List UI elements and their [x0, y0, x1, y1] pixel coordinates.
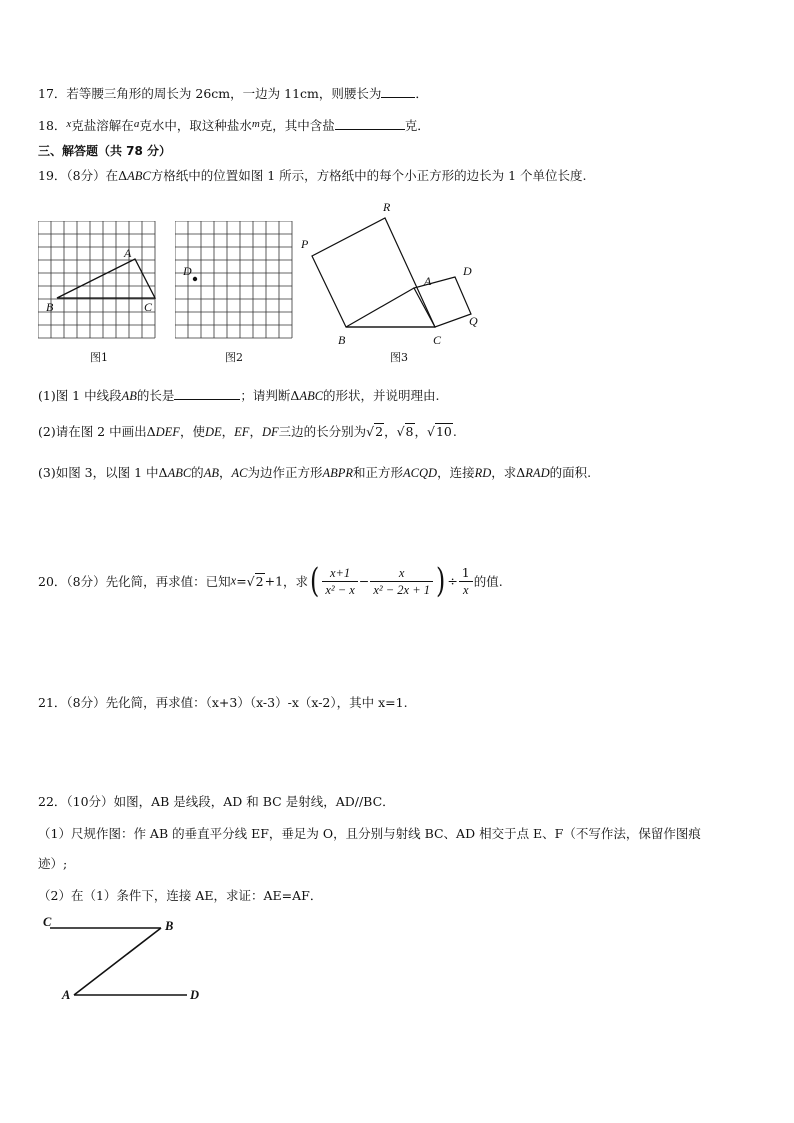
- q17-number: 17．: [38, 86, 67, 101]
- q17-answer-blank[interactable]: [381, 85, 415, 98]
- figure-2-grid: [175, 221, 293, 339]
- q19p1-text-b: 的长是: [136, 388, 175, 403]
- question-20: [38, 561, 503, 601]
- q18-var-m: m: [251, 118, 260, 130]
- fig3-label-b: B: [338, 333, 346, 347]
- q18-var-a: a: [133, 118, 140, 130]
- q22-part-1: （1）尺规作图：作 AB 的垂直平分线 EF，垂足为 O，且分别与射线 BC、AD 相交于点 E、F（不写作法，保留作图痕: [38, 826, 701, 841]
- fig3-label-a: A: [424, 274, 432, 288]
- q19p3-text-h: 的面积.: [549, 465, 592, 480]
- segment-ab: [346, 288, 414, 327]
- q19p1-text-d: 的形状，并说明理由.: [323, 388, 440, 403]
- q19p1-answer-blank[interactable]: [174, 387, 240, 400]
- q21-text: 先化简，再求值：（x+3）（x-3）-x（x-2），其中 x=1.: [105, 695, 408, 710]
- q19p3-rad: RAD: [525, 466, 550, 480]
- q22-label-b: B: [165, 919, 174, 933]
- q17-text: 若等腰三角形的周长为 26cm，一边为 11cm，则腰长为: [66, 86, 382, 101]
- q19-part-3: [38, 463, 591, 481]
- q19-number: 19．: [38, 168, 67, 183]
- q19p2-ef: EF: [234, 425, 250, 439]
- q22-text: 如图，AB 是线段，AD 和 BC 是射线，AD//BC．: [113, 794, 395, 809]
- q20-divide: ÷: [447, 573, 458, 589]
- question-19: [38, 166, 587, 184]
- q19p1-abc: ABC: [299, 389, 324, 403]
- q20-fraction-2: $\frac{x}{\text{x² − 2x + 1}}$: [370, 565, 433, 598]
- q18-text-1: 克盐溶解在: [71, 118, 134, 133]
- q19p3-ab: AB: [203, 466, 219, 480]
- q19p2-de: DE: [204, 425, 222, 439]
- fig3-label-r: R: [383, 200, 391, 214]
- q19p1-ab: AB: [121, 389, 137, 403]
- q19p2-text-f: ，: [384, 424, 397, 439]
- q22-number: 22．: [38, 794, 67, 809]
- fig2-label-d: D: [183, 264, 192, 278]
- triangle-abc: [57, 259, 155, 298]
- q20-sqrt: √2: [246, 573, 264, 589]
- q19p2-text-h: .: [452, 424, 457, 439]
- q19p1-text-a: (1)图 1 中线段: [38, 388, 122, 403]
- q22-part-2: （2）在（1）条件下，连接 AE，求证：AE=AF．: [38, 888, 323, 903]
- fig3-caption: 图3: [390, 351, 408, 364]
- question-21: [38, 693, 408, 711]
- q20-plus-one: +1: [264, 573, 284, 589]
- q20-fraction-3: $\frac{1}{x}$: [459, 565, 473, 598]
- q22-score: （10分）: [66, 794, 114, 809]
- q21-score: （8分）: [66, 695, 106, 710]
- figure-1-grid: [38, 221, 156, 339]
- q19p3-acqd: ACQD: [403, 466, 438, 480]
- q19p2-df: DF: [261, 425, 279, 439]
- square-acqd: [414, 277, 471, 327]
- fig3-label-c: C: [433, 333, 442, 347]
- question-17: [38, 84, 428, 102]
- fig3-label-d: D: [463, 264, 472, 278]
- q20-text-3: 的值.: [473, 574, 503, 589]
- point-d: [193, 277, 197, 281]
- q19p3-text-a: (3)如图 3，以图 1 中Δ: [38, 465, 168, 480]
- q19p3-ac: AC: [231, 466, 248, 480]
- q19p2-text-c: ，: [221, 424, 235, 439]
- q19-score: （8分）: [66, 168, 106, 183]
- q19-part-1: [38, 386, 440, 404]
- q19p2-def: DEF: [155, 425, 180, 439]
- q19p3-abc: ABC: [167, 466, 192, 480]
- q19p3-abpr: ABPR: [322, 466, 354, 480]
- fig1-caption: 图1: [90, 351, 108, 364]
- q19p2-sqrt-2: √8: [396, 424, 414, 439]
- q22-label-c: C: [43, 915, 52, 929]
- fig1-label-a: A: [124, 246, 132, 260]
- q19p2-sqrt-3: √10: [427, 424, 452, 439]
- q20-fraction-1: $\frac{x+1}{\text{x² − x}}$: [322, 565, 358, 598]
- q19p2-text-d: ，: [249, 424, 262, 439]
- q19p2-text-g: ，: [414, 424, 428, 439]
- section-heading: 三、解答题（共 78 分）: [38, 144, 172, 158]
- q20-left-paren: (: [310, 561, 320, 601]
- q19p3-text-e: 和正方形: [353, 465, 404, 480]
- fig3-label-q: Q: [469, 314, 478, 328]
- q20-minus: −: [358, 573, 370, 589]
- fig3-label-p: P: [301, 237, 309, 251]
- q18-text-4: 克．: [404, 118, 430, 133]
- fig1-label-c: C: [144, 300, 153, 314]
- segment-ab: [74, 928, 161, 995]
- question-22: [38, 792, 395, 810]
- q19p2-text-b: ，使: [179, 424, 205, 439]
- q19-abc: ABC: [127, 169, 151, 183]
- question-18: [38, 116, 430, 134]
- q18-number: 18．: [38, 118, 67, 133]
- q17-end: ．: [415, 86, 428, 101]
- q22-part-1-cont: 迹）;: [38, 856, 68, 871]
- q19p2-text-a: (2)请在图 2 中画出Δ: [38, 424, 156, 439]
- q18-text-2: 克水中，取这种盐水: [139, 118, 252, 133]
- q20-text-1: 先化简，再求值：已知: [105, 574, 231, 589]
- q19p3-text-b: 的: [191, 465, 204, 480]
- q20-right-paren: ): [436, 561, 446, 601]
- q19p3-text-c: ，: [218, 465, 232, 480]
- q19p1-text-c: ；请判断Δ: [240, 388, 300, 403]
- q22-label-d: D: [190, 988, 200, 1002]
- q19p3-rd: RD: [474, 466, 492, 480]
- fig2-caption: 图2: [225, 351, 243, 364]
- q19p3-text-f: ，连接: [437, 465, 475, 480]
- q19p2-text-e: 三边的长分别为: [278, 424, 367, 439]
- q18-text-3: 克，其中含盐: [259, 118, 335, 133]
- q20-equals: =: [236, 573, 247, 589]
- q20-number: 20．: [38, 574, 67, 589]
- fig1-label-b: B: [46, 300, 54, 314]
- q20-text-2: ，求: [283, 574, 309, 589]
- q18-var-x: x: [66, 118, 72, 130]
- q21-number: 21．: [38, 695, 67, 710]
- q19-text-2: 方格纸中的位置如图 1 所示，方格纸中的每个小正方形的边长为 1 个单位长度.: [150, 168, 587, 183]
- q19p3-text-g: ，求Δ: [491, 465, 526, 480]
- q19-text-1: 在Δ: [105, 168, 128, 183]
- q19p2-sqrt-1: √2: [366, 424, 384, 439]
- q18-answer-blank[interactable]: [335, 117, 405, 130]
- q20-score: （8分）: [66, 574, 106, 589]
- q22-label-a: A: [62, 988, 71, 1002]
- q19-part-2: [38, 422, 457, 440]
- q19p3-text-d: 为边作正方形: [247, 465, 323, 480]
- q20-var-x: x: [230, 573, 237, 588]
